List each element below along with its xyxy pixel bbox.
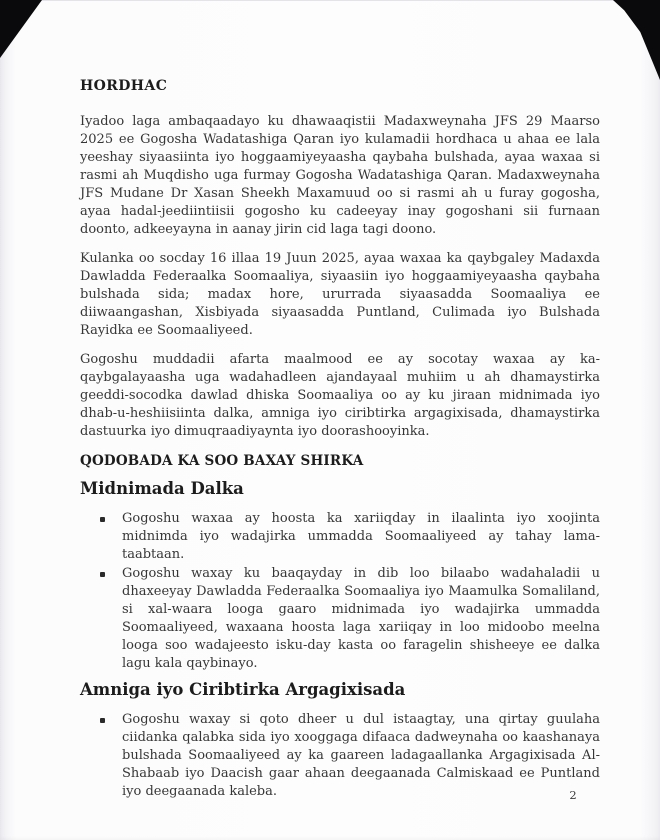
document-body [80, 77, 600, 807]
subsection-heading-amniga: Amniga iyo Ciribtirka Argagixisada [80, 680, 406, 699]
bullet-icon [100, 572, 105, 577]
paragraph-1: Iyadoo laga ambaqaadayo ku dhawaaqistii Madaxweynaha JFS 29 Maarso 2025 ee Gogosha Wadatashiga Qaran iyo kulamadii hordhaca u ahaa ee lala yeeshay siyaasiinta iyo hoggaamiyeyaasha qaybaha bulshada, ayaa waxaa si rasmi ah Muqdisho uga furmay Gogosha Wadatashiga Qaran. Madaxweynaha JFS Mudane Dr Xasan Sheekh Maxamuud oo si rasmi ah u furay gogosha, ayaa hadal-jeediintiisii gogosho ku cadeeyay inay gogoshani sii furnaan doonto, adkeeyayna in aanay jirin cid laga tagi doono. [80, 114, 600, 237]
bullet-text: Gogoshu waxaa ay hoosta ka xariiqday in ilaalinta iyo xoojinta midnimda iyo wadajirka ummadda Soomaaliyeed ay tahay lama-taabtaan. [122, 511, 600, 562]
section-heading: QODOBADA KA SOO BAXAY SHIRKA [80, 453, 364, 469]
page-number: 2 [569, 788, 577, 802]
photo-corner-top-right [613, 0, 660, 80]
bullet-list-amniga [80, 711, 600, 801]
bullet-item [122, 711, 600, 801]
paragraph-3: Gogoshu muddadii afarta maalmood ee ay socotay waxaa ay ka-qaybgalayaasha uga wadahadleen ajandayaal muhiim u ah dhamaystirka geeddi-socodka dawlad dhiska Soomaaliya oo ay ku jiraan midnimada iyo dhab-u-heshiisiinta dalka, amniga iyo ciribtirka argagixisada, dhamaystirka dastuurka iyo dimuqraadiyaynta iyo doorashooyinka. [80, 352, 600, 439]
subsection-heading-midnimada-dalka: Midnimada Dalka [80, 479, 244, 498]
photo-corner-top-left [0, 0, 42, 58]
bullet-text: Gogoshu waxay si qoto dheer u dul istaagtay, una qirtay guulaha ciidanka qalabka sida iyo xooggaga difaaca dadweynaha oo kaashanaya bulshada Soomaaliyeed ay ka gaareen ladagaallanka Argagixisada Al-Shabaab iyo Daacish gaar ahaan deegaanada Calmiskaad ee Puntland iyo deegaanada kaleba. [122, 712, 600, 799]
paragraph-2: Kulanka oo socday 16 illaa 19 Juun 2025, ayaa waxaa ka qaybgaley Madaxda Dawladda Federaalka Soomaaliya, siyaasiin iyo hoggaamiyeyaasha qaybaha bulshada sida; madax hore, ururrada siyaasadda Soomaaliya ee diiwaangashan, Xisbiyada siyaasadda Puntland, Culimada iyo Bulshada Rayidka ee Soomaaliyeed. [80, 251, 600, 338]
bullet-item [122, 510, 600, 564]
bullet-list-midnimada [80, 510, 600, 673]
document-title: HORDHAC [80, 78, 168, 94]
bullet-icon [100, 517, 105, 522]
bullet-text: Gogoshu waxay ku baaqayday in dib loo bilaabo wadahaladii u dhaxeeyay Dawladda Federaalka Soomaaliya iyo Maamulka Somaliland, si xal-waara looga gaaro midnimada iyo wadajirka ummadda Soomaaliyeed, waxaana hoosta laga xariiqay in loo midoobo meelna looga soo wadajeesto isku-day kasta oo faragelin shisheeye ee dalka lagu kala qaybinayo. [122, 566, 600, 671]
bullet-item [122, 565, 600, 673]
bullet-icon [100, 718, 105, 723]
